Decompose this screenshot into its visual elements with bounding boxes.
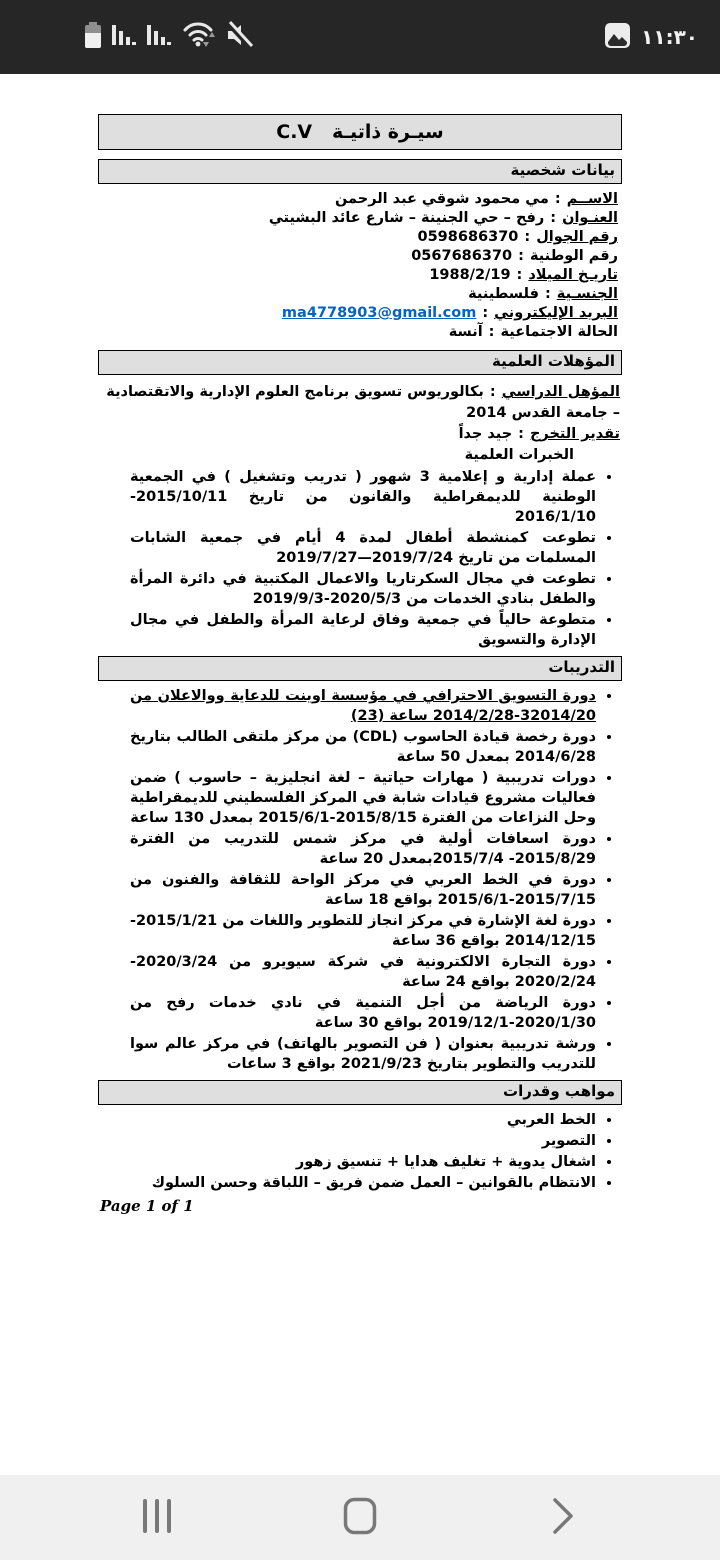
personal-info-list: [98, 189, 622, 344]
label-separator: :: [516, 267, 523, 283]
field-value: فلسطينية: [468, 286, 539, 302]
training-item: • دورة رخصة قيادة الحاسوب (CDL) من مركز ملتقى الطالب بتاريخ 2014/6/28 بمعدل 50 ساعة: [98, 727, 596, 767]
field-label: تقدير التخرج: [529, 426, 620, 442]
recents-icon: [142, 1498, 172, 1538]
back-icon: [552, 1497, 574, 1539]
talents-list: [98, 1110, 622, 1193]
talent-item: • التصوير: [98, 1131, 596, 1151]
battery-icon: [84, 20, 102, 54]
home-button[interactable]: [338, 1496, 382, 1540]
qualification-degree-row: [98, 382, 620, 424]
talent-item: • الانتظام بالقوانين – العمل ضمن فريق – اللباقة وحسن السلوك: [98, 1173, 596, 1193]
experience-item: • تطوعت في مجال السكرتاريا والاعمال المكتبية في دائرة المرأة والطفل بنادي الخدمات من 2020/5/3-2019/9/3: [98, 569, 596, 609]
field-label: رقم الجوال: [536, 229, 618, 245]
talent-item: • الخط العربي: [98, 1110, 596, 1130]
field-value: بكالوريوس تسويق برنامج العلوم الإدارية والاتقتصادية – جامعة القدس 2014: [106, 384, 620, 421]
training-item: • دورات تدريبية ( مهارات حياتية – لغة انجليزية – حاسوب ) ضمن فعاليات مشروع قيادات شابة في المركز الفلسطيني للديمقراطية وحل النزاعات من الفترة 2015/8/15-2015/6/1 بمعدل 130 ساعة: [98, 768, 596, 828]
status-icons-right: [604, 22, 698, 53]
training-item: • دورة التجارة الالكترونية في شركة سيويرو من 2020/3/24-2020/2/24 بواقع 24 ساعة: [98, 952, 596, 992]
label-separator: :: [550, 210, 557, 226]
field-label: البريد الإليكتروني: [494, 305, 618, 321]
qualification-grade-row: [98, 424, 620, 445]
label-separator: :: [489, 384, 496, 400]
page-number-footer: Page 1 of 1: [100, 1197, 194, 1215]
label-separator: :: [488, 324, 495, 340]
field-label: الجنسـية: [556, 286, 618, 302]
training-item: • دورة لغة الإشارة في مركز انجاز للتطوير واللغات من 2015/1/21-2014/12/15 بواقع 36 ساعة: [98, 911, 596, 951]
qualifications-block: [98, 380, 622, 445]
field-label: المؤهل الدراسي: [501, 384, 620, 400]
mute-icon: [224, 20, 254, 54]
cv-title: سيـرة ذاتيـة C.V: [98, 114, 622, 150]
field-label: العنـوان: [562, 210, 618, 226]
field-value: آنسة: [448, 324, 483, 340]
field-label: تاريـخ الميلاد: [528, 267, 618, 283]
field-label: الاســم: [566, 191, 618, 207]
field-label: رقم الوطنية: [529, 248, 618, 264]
personal-row-national-number: [98, 247, 618, 266]
personal-row-nationality: [98, 285, 618, 304]
navigation-bar: [0, 1475, 720, 1560]
section-header-trainings: التدريبات: [98, 656, 622, 681]
back-button[interactable]: [541, 1496, 585, 1540]
field-value: مي محمود شوقي عبد الرحمن: [334, 191, 549, 207]
personal-row-name: [98, 190, 618, 209]
personal-row-address: [98, 209, 618, 228]
home-icon: [343, 1497, 377, 1539]
field-value: رفح – حي الجنينة – شارع عائد البشيتي: [268, 210, 545, 226]
status-icons-left: [84, 20, 254, 54]
label-separator: :: [554, 191, 561, 207]
field-value: 1988/2/19: [429, 267, 511, 283]
status-bar: [0, 0, 720, 74]
field-label: الحالة الاجتماعية: [500, 324, 618, 340]
personal-row-mobile: [98, 228, 618, 247]
label-separator: :: [524, 229, 531, 245]
clock-time: ١١:٣٠: [641, 25, 698, 49]
email-link[interactable]: ma4778903@gmail.com: [281, 305, 477, 321]
training-item: • دورة في الخط العربي في مركز الواحة للثقافة والفنون من 2015/7/15-2015/6/1 بواقع 18 ساعة: [98, 870, 596, 910]
field-value: 0598686370: [417, 229, 519, 245]
experience-item: • متطوعة حالياً في جمعية وفاق لرعاية المرأة والطفل في مجال الإدارة والتسويق: [98, 610, 596, 650]
personal-row-marital-status: [98, 323, 618, 342]
label-separator: :: [482, 305, 489, 321]
label-separator: :: [518, 248, 524, 264]
personal-row-email: [98, 304, 618, 323]
cv-document: [98, 114, 622, 1217]
experience-item: • تطوعت كمنشطة أطفال لمدة 4 أيام في جمعية الشابات المسلمات من تاريخ 2019/7/24—2019/7/27: [98, 528, 596, 568]
experience-item: • عملة إدارية و إعلامية 3 شهور ( تدريب وتشغيل ) في الجمعية الوطنية للديمقراطية والقانون من تاريخ 2015/10/11- 2016/1/10: [98, 467, 596, 527]
experience-subheader: الخبرات العلمية: [464, 447, 574, 463]
section-header-qualifications: المؤهلات العلمية: [98, 350, 622, 375]
section-header-personal: بيانات شخصية: [98, 159, 622, 184]
personal-row-birthdate: [98, 266, 618, 285]
section-header-talents: مواهب وقدرات: [98, 1080, 622, 1105]
training-item: • ورشة تدريبية بعنوان ( فن التصوير بالهاتف) في مركز عالم سوا للتدريب والتطوير بتاريخ 2021/9/23 بواقع 3 ساعات: [98, 1034, 596, 1074]
label-separator: :: [544, 286, 551, 302]
photo-icon: [604, 22, 631, 53]
field-value: 0567686370: [411, 248, 513, 264]
recents-button[interactable]: [135, 1496, 179, 1540]
signal-bars-icon: [111, 21, 137, 53]
label-separator: :: [518, 426, 524, 442]
training-item: • دورة اسعافات أولية في مركز شمس للتدريب من الفترة 2015/8/29- 2015/7/4بمعدل 20 ساعة: [98, 829, 596, 869]
signal-bars-2-icon: [146, 21, 172, 53]
wifi-arrows-icon: [181, 20, 215, 54]
talent-item: • اشغال يدوية + تغليف هدايا + تنسيق زهور: [98, 1152, 596, 1172]
training-item: • دورة التسويق الاحترافي في مؤسسة اوينت للدعاية ووالاعلان من 32014/20-2014/2/28 ساعة (23): [98, 686, 596, 726]
trainings-list: [98, 686, 622, 1074]
field-value: جيد جداً: [458, 426, 513, 442]
experience-list: [98, 467, 622, 650]
training-item: • دورة الرياضة من أجل التنمية في نادي خدمات رفح من 2020/1/30-2019/12/1 بواقع 30 ساعة: [98, 993, 596, 1033]
